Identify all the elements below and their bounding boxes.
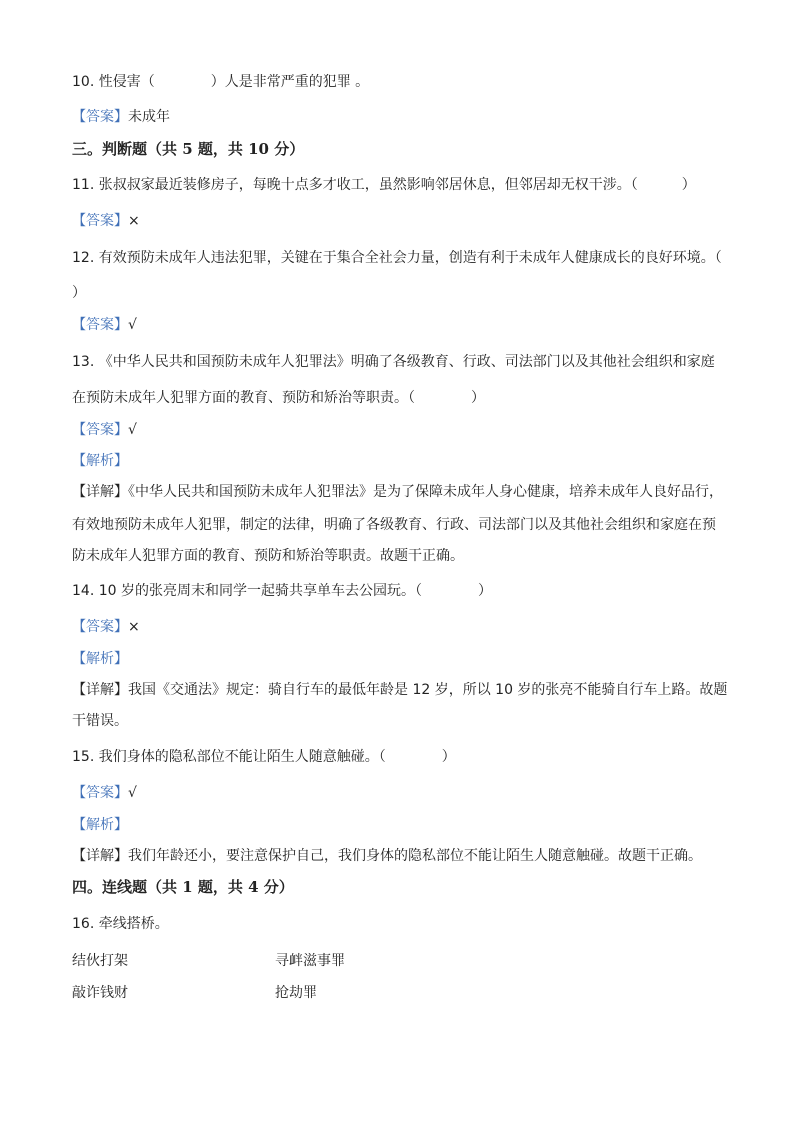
answer-tag: 【答案】 [72,785,128,801]
detail-13-line-3: 防未成年人犯罪方面的教育、预防和矫治等职责。故题干正确。 [72,548,464,564]
detail-text: 我们年龄还小，要注意保护自己，我们身体的隐私部位不能让陌生人随意触碰。故题干正确。 [128,848,702,864]
question-13-line-1: 13. 《中华人民共和国预防未成年人犯罪法》明确了各级教育、行政、司法部门以及其他社会组织和家庭 [72,354,715,370]
analysis-tag: 【解析】 [72,651,128,667]
question-15-close: ） [441,749,456,765]
question-11 [72,175,728,195]
analysis-tag: 【解析】 [72,453,128,469]
detail-tag: 【详解】 [72,848,128,864]
analysis-label-15 [72,815,728,835]
match-right-item: 抢劫罪 [275,985,317,1001]
question-10-suffix: ）人是非常严重的犯罪 。 [210,74,370,90]
answer-line-11 [72,211,728,231]
answer-value: √ [128,317,137,333]
detail-text: 《中华人民共和国预防未成年人犯罪法》是为了保障未成年人身心健康，培养未成年人良好品行， [128,484,723,500]
answer-value: 未成年 [128,109,170,125]
detail-14-line-1 [72,680,728,700]
answer-tag: 【答案】 [72,213,128,229]
question-11-close: ） [681,177,696,193]
answer-value: √ [128,785,137,801]
answer-tag: 【答案】 [72,109,128,125]
question-14-close: ） [477,583,492,599]
detail-tag: 【详解】 [72,484,128,500]
detail-text: 我国《交通法》规定：骑自行车的最低年龄是 12 岁，所以 10 岁的张亮不能骑自行车上路。故题 [128,682,728,698]
question-10-prefix: 10. 性侵害（ [72,74,155,90]
question-15-text: 15. 我们身体的隐私部位不能让陌生人随意触碰。（ [72,749,386,765]
answer-value: × [128,619,140,635]
question-16: 16. 牵线搭桥。 [72,916,169,932]
question-13-line-2 [72,388,728,408]
question-12-line-1: 12. 有效预防未成年人违法犯罪，关键在于集合全社会力量，创造有利于未成年人健康成长的良好环境。（ [72,250,722,266]
analysis-tag: 【解析】 [72,817,128,833]
answer-tag: 【答案】 [72,317,128,333]
question-15 [72,747,728,767]
answer-line-13 [72,420,728,440]
analysis-label-13 [72,451,728,471]
answer-tag: 【答案】 [72,422,128,438]
question-10 [72,72,728,92]
answer-tag: 【答案】 [72,619,128,635]
question-11-text: 11. 张叔叔家最近装修房子，每晚十点多才收工，虽然影响邻居休息，但邻居却无权干涉。（ [72,177,638,193]
match-right-item: 寻衅滋事罪 [275,953,345,969]
answer-line-12 [72,315,728,335]
answer-value: × [128,213,140,229]
answer-line-14 [72,617,728,637]
detail-15-line-1 [72,846,728,866]
detail-13-line-2: 有效地预防未成年人犯罪，制定的法律，明确了各级教育、行政、司法部门以及其他社会组织和家庭在预 [72,517,716,533]
detail-14-line-2: 干错误。 [72,713,128,729]
question-14 [72,581,728,601]
answer-line-10 [72,107,728,127]
question-14-text: 14. 10 岁的张亮周末和同学一起骑共享单车去公园玩。（ [72,583,422,599]
analysis-label-14 [72,649,728,669]
section-4-title: 四。连线题（共 1 题，共 4 分） [72,878,294,896]
detail-13-line-1 [72,482,728,502]
question-12-line-2: ） [72,285,86,301]
match-left-item: 敲诈钱财 [72,985,128,1001]
answer-line-15 [72,783,728,803]
section-3-title: 三。判断题（共 5 题，共 10 分） [72,140,305,158]
question-13-close: ） [471,390,485,406]
detail-tag: 【详解】 [72,682,128,698]
answer-value: √ [128,422,137,438]
question-13-text: 在预防未成年人犯罪方面的教育、预防和矫治等职责。（ [72,390,415,406]
match-left-item: 结伙打架 [72,953,128,969]
